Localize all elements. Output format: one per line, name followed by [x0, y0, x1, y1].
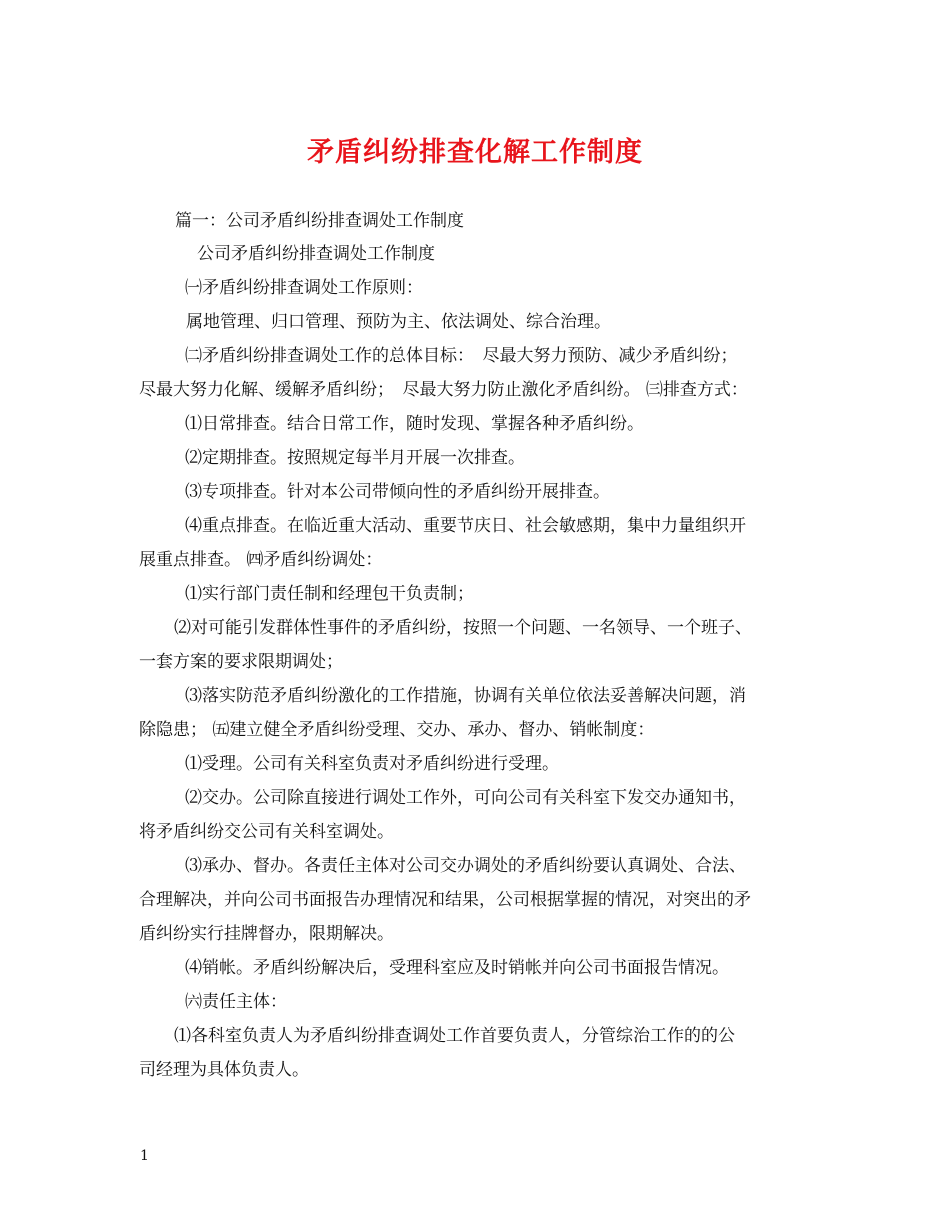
paragraph-line: ⑵对可能引发群体性事件的矛盾纠纷，按照一个问题、一名领导、一个班子、 [174, 618, 752, 638]
paragraph-line: 司经理为具体负责人。 [139, 1060, 309, 1080]
paragraph-line: 篇一：公司矛盾纠纷排查调处工作制度 [175, 211, 464, 231]
paragraph-line: ⑵定期排查。按照规定每半月开展一次排查。 [185, 448, 525, 468]
paragraph-line: ⑴实行部门责任制和经理包干负责制； [185, 584, 474, 604]
paragraph-line: 属地管理、归口管理、预防为主、依法调处、综合治理。 [186, 312, 611, 332]
paragraph-line: ⑶承办、督办。各责任主体对公司交办调处的矛盾纠纷要认真调处、合法、 [185, 856, 746, 876]
paragraph-line: 一套方案的要求限期调处； [139, 652, 343, 672]
paragraph-line: ⑴受理。公司有关科室负责对矛盾纠纷进行受理。 [185, 754, 559, 774]
paragraph-line: 尽最大努力化解、缓解矛盾纠纷； 尽最大努力防止激化矛盾纠纷。 ㈢排查方式： [139, 380, 748, 400]
paragraph-line: ⑴日常排查。结合日常工作，随时发现、掌握各种矛盾纠纷。 [185, 414, 644, 434]
paragraph-line: 将矛盾纠纷交公司有关科室调处。 [139, 822, 394, 842]
paragraph-line: ⑴各科室负责人为矛盾纠纷排查调处工作首要负责人，分管综治工作的的公 [174, 1026, 735, 1046]
page-number: 1 [140, 1148, 149, 1164]
paragraph-line: ⑶落实防范矛盾纠纷激化的工作措施，协调有关单位依法妥善解决问题，消 [185, 686, 746, 706]
paragraph-line: ㈡矛盾纠纷排查调处工作的总体目标： 尽最大努力预防、减少矛盾纠纷； [185, 346, 738, 366]
paragraph-line: 盾纠纷实行挂牌督办，限期解决。 [139, 924, 394, 944]
paragraph-line: 展重点排查。 ㈣矛盾纠纷调处： [139, 550, 383, 570]
paragraph-line: 公司矛盾纠纷排查调处工作制度 [197, 244, 435, 264]
document-title: 矛盾纠纷排查化解工作制度 [307, 137, 643, 168]
paragraph-line: ㈥责任主体： [185, 992, 287, 1012]
paragraph-line: ⑶专项排查。针对本公司带倾向性的矛盾纠纷开展排查。 [185, 482, 610, 502]
paragraph-line: ⑷重点排查。在临近重大活动、重要节庆日、社会敏感期，集中力量组织开 [185, 516, 746, 536]
paragraph-line: ⑷销帐。矛盾纠纷解决后，受理科室应及时销帐并向公司书面报告情况。 [185, 958, 729, 978]
paragraph-line: 合理解决，并向公司书面报告办理情况和结果，公司根据掌握的情况，对突出的矛 [139, 890, 751, 910]
paragraph-line: 除隐患； ㈤建立健全矛盾纠纷受理、交办、承办、督办、销帐制度： [139, 720, 655, 740]
paragraph-line: ⑵交办。公司除直接进行调处工作外，可向公司有关科室下发交办通知书， [185, 788, 746, 808]
paragraph-line: ㈠矛盾纠纷排查调处工作原则： [185, 278, 423, 298]
